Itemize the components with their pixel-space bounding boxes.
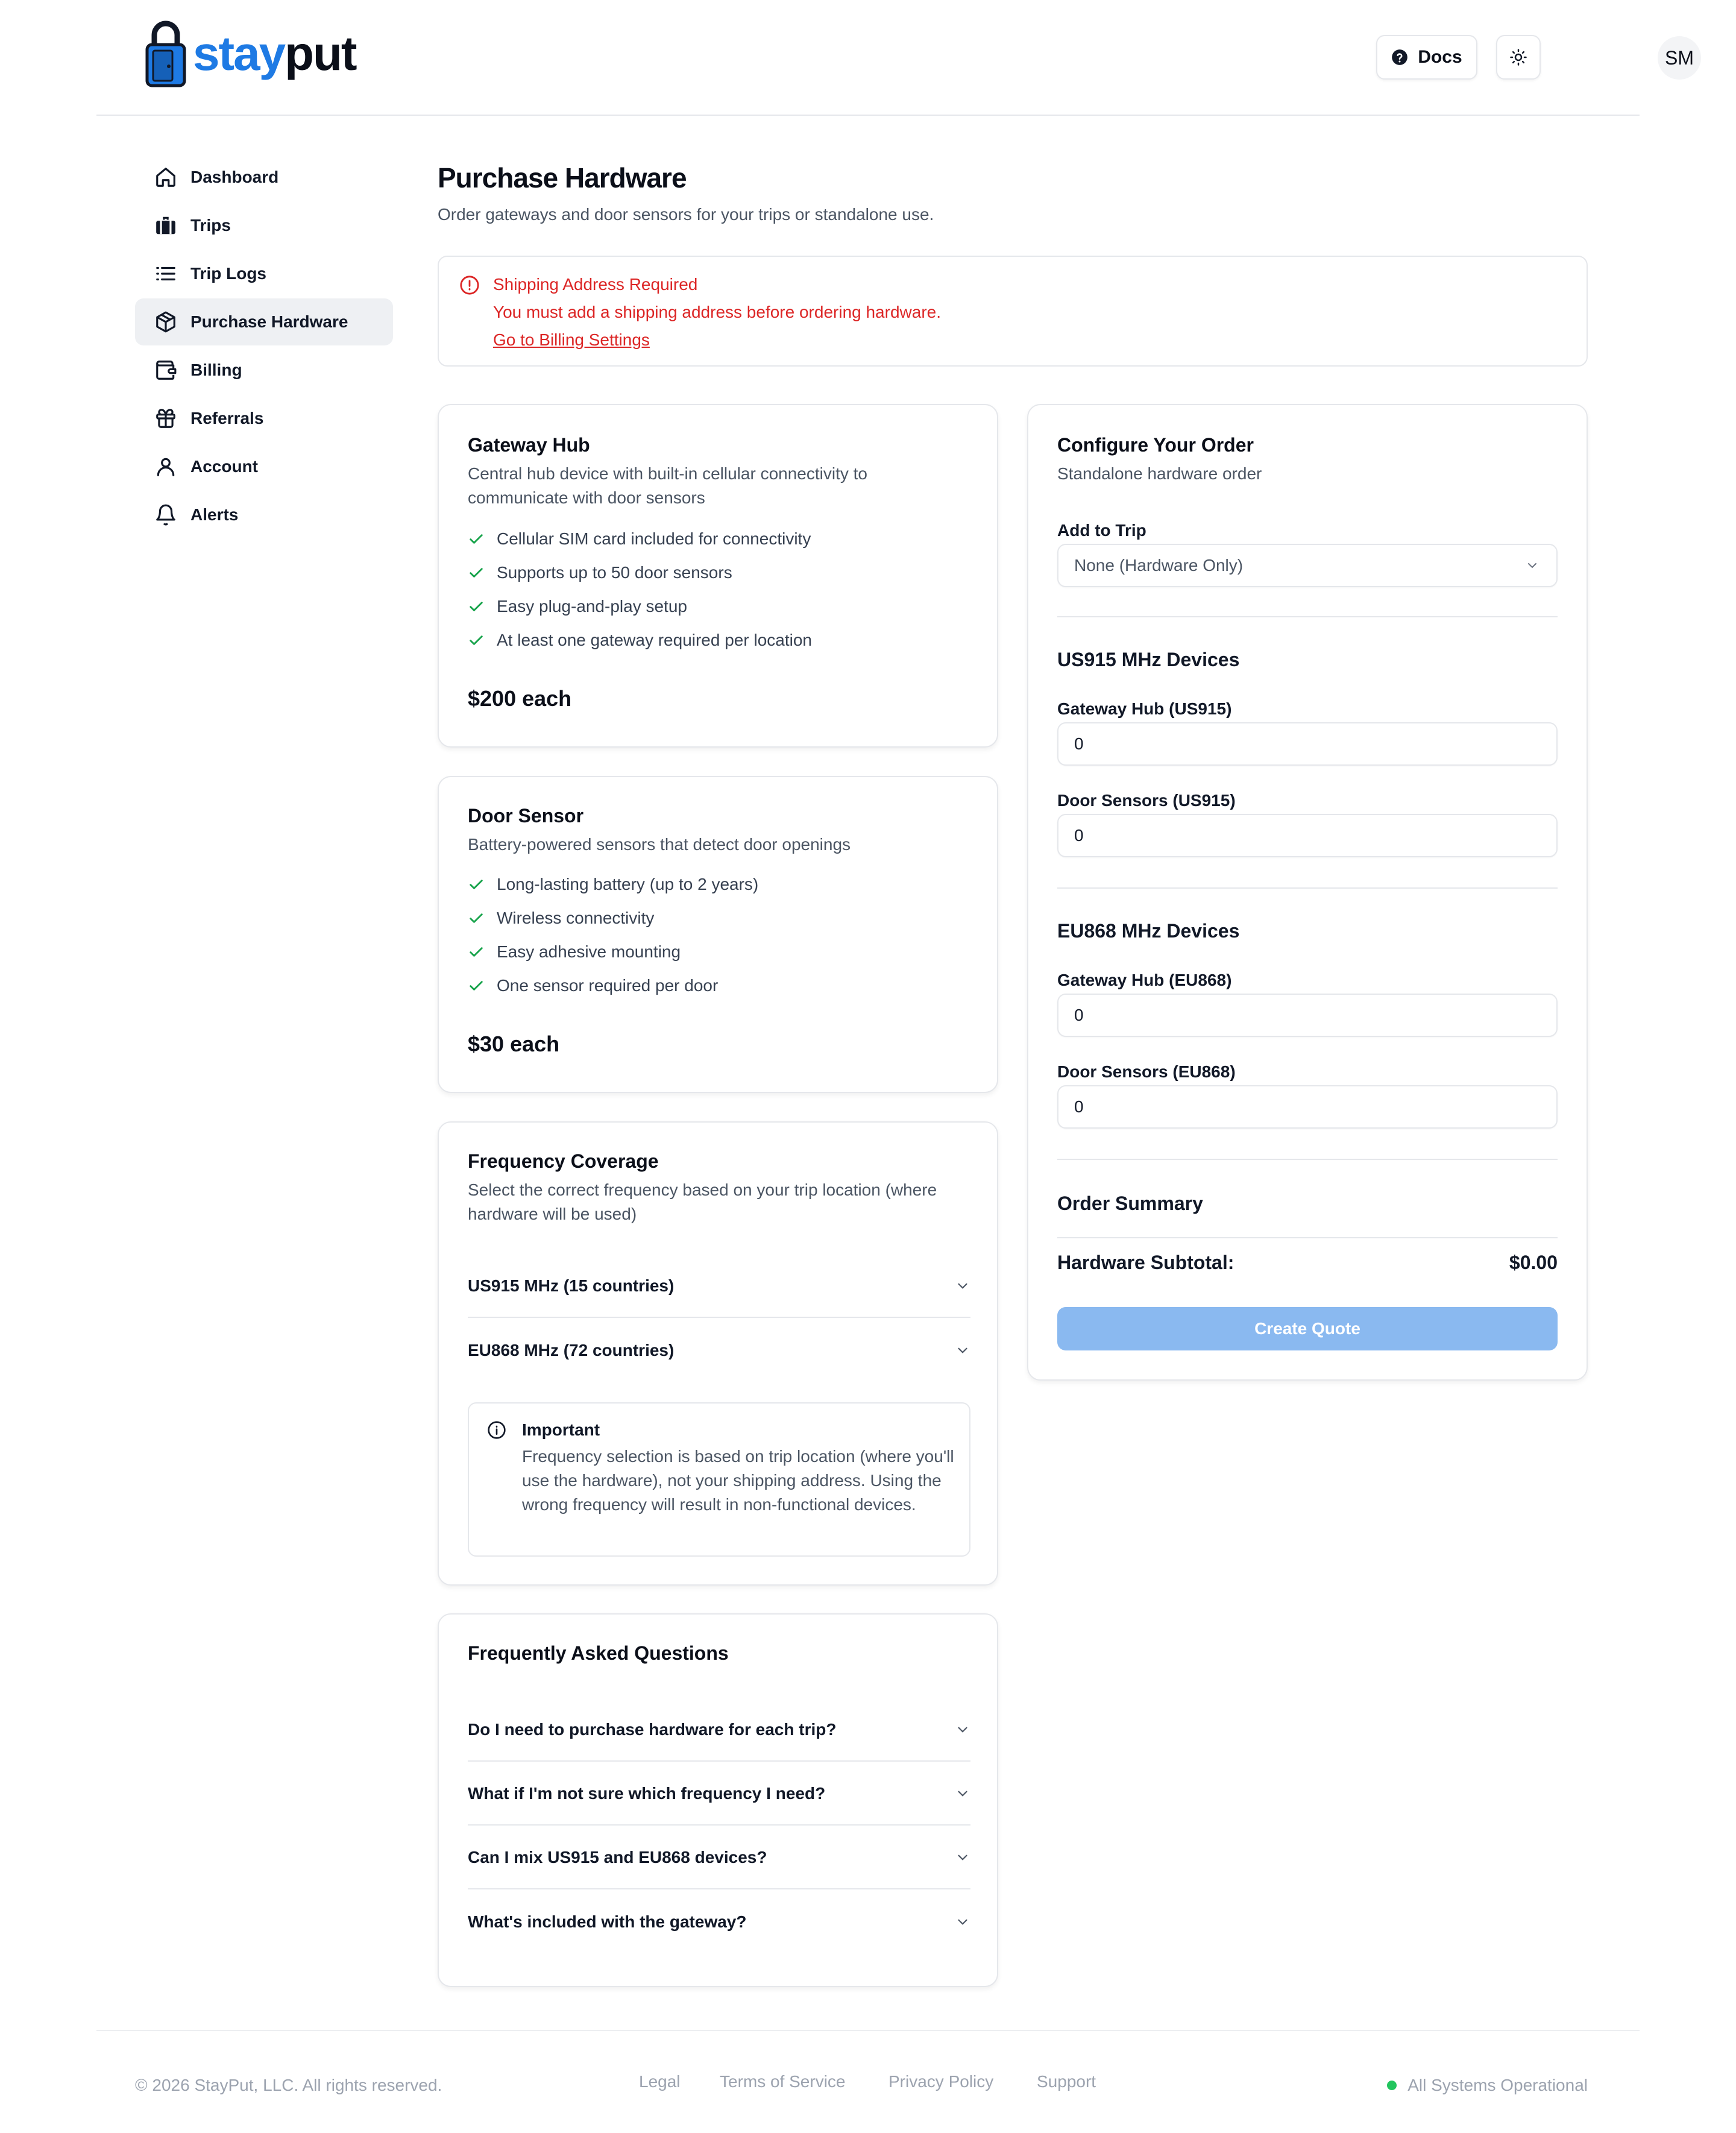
feature-item: [468, 868, 758, 901]
brand-logo[interactable]: [145, 18, 356, 89]
check-icon: [468, 598, 485, 615]
section-divider: [1057, 616, 1558, 617]
sidebar-item-label: Account: [190, 457, 258, 476]
faq-item[interactable]: [468, 1763, 970, 1826]
footer-link-terms[interactable]: Terms of Service: [720, 2072, 846, 2091]
sidebar-item-trips[interactable]: [135, 202, 393, 249]
chevron-down-icon: [1525, 558, 1539, 573]
docs-button[interactable]: [1376, 35, 1477, 80]
chevron-down-icon: [955, 1722, 970, 1738]
page-title: Purchase Hardware: [438, 162, 687, 194]
wallet-icon: [154, 359, 177, 382]
subtotal-label: Hardware Subtotal:: [1057, 1252, 1234, 1273]
section-divider: [1057, 887, 1558, 889]
trip-select-label: Add to Trip: [1057, 521, 1146, 540]
gift-icon: [154, 407, 177, 430]
sidebar-item-trip-logs[interactable]: [135, 250, 393, 297]
faq-item[interactable]: [468, 1827, 970, 1889]
sidebar-item-billing[interactable]: [135, 347, 393, 394]
create-quote-button[interactable]: Create Quote: [1057, 1307, 1558, 1350]
feature-text: Easy adhesive mounting: [497, 942, 681, 961]
gateway-feature-list: [468, 522, 812, 657]
faq-item[interactable]: [468, 1699, 970, 1762]
check-icon: [468, 910, 485, 927]
feature-text: Cellular SIM card included for connectivity: [497, 529, 811, 548]
luggage-icon: [154, 214, 177, 237]
door-sensor-card: [438, 776, 998, 1093]
brand-name-part1: stay: [193, 27, 285, 80]
chevron-down-icon: [955, 1343, 970, 1358]
faq-card: [438, 1613, 998, 1987]
sensor-description: Battery-powered sensors that detect door openings: [468, 835, 851, 854]
feature-item: [468, 969, 758, 1003]
brand-name: [193, 27, 356, 80]
frequency-coverage-card: [438, 1121, 998, 1586]
bell-icon: [154, 503, 177, 526]
subtotal-value: $0.00: [1509, 1252, 1558, 1273]
accordion-label: EU868 MHz (72 countries): [468, 1341, 675, 1360]
faq-title: Frequently Asked Questions: [468, 1642, 729, 1664]
feature-text: At least one gateway required per location: [497, 631, 812, 649]
us915-gateway-label: Gateway Hub (US915): [1057, 699, 1232, 718]
configure-order-card: [1027, 404, 1588, 1381]
faq-question: What if I'm not sure which frequency I need?: [468, 1784, 826, 1803]
sun-icon: [1509, 48, 1527, 66]
sidebar-item-label: Referrals: [190, 409, 264, 427]
chevron-down-icon: [955, 1278, 970, 1294]
faq-item[interactable]: [468, 1891, 970, 1953]
us915-section-title: US915 MHz Devices: [1057, 649, 1240, 670]
sensor-price: $30 each: [468, 1032, 560, 1056]
input-value: 0: [1074, 1097, 1084, 1116]
faq-question: What's included with the gateway?: [468, 1912, 747, 1931]
footer: [96, 2030, 1640, 2133]
important-notice: [468, 1402, 970, 1557]
feature-item: [468, 556, 812, 590]
footer-link-legal[interactable]: Legal: [639, 2072, 681, 2091]
brand-name-part2: put: [285, 27, 356, 80]
frequency-accordion-us915[interactable]: [468, 1255, 970, 1318]
sidebar-item-label: Alerts: [190, 505, 239, 524]
sidebar-item-label: Purchase Hardware: [190, 312, 348, 331]
alert-description: You must add a shipping address before ordering hardware.: [493, 303, 941, 321]
sensor-feature-list: [468, 868, 758, 1003]
check-icon: [468, 876, 485, 893]
chevron-down-icon: [955, 1786, 970, 1801]
home-icon: [154, 166, 177, 189]
order-subtitle: Standalone hardware order: [1057, 464, 1262, 483]
info-icon: [487, 1420, 506, 1440]
gateway-hub-card: [438, 404, 998, 748]
input-value: 0: [1074, 826, 1084, 845]
sidebar-nav: [135, 154, 393, 540]
feature-text: Wireless connectivity: [497, 909, 655, 927]
user-icon: [154, 455, 177, 478]
eu868-gateway-label: Gateway Hub (EU868): [1057, 971, 1232, 989]
alert-circle-icon: [459, 275, 480, 295]
sidebar-item-dashboard[interactable]: [135, 154, 393, 201]
top-header: [96, 0, 1694, 116]
status-dot-icon: [1387, 2081, 1397, 2090]
feature-text: One sensor required per door: [497, 976, 719, 995]
docs-button-label: Docs: [1418, 47, 1462, 67]
frequency-accordion-eu868[interactable]: [468, 1319, 970, 1382]
feature-item: [468, 901, 758, 935]
theme-toggle-button[interactable]: [1496, 35, 1541, 80]
user-avatar[interactable]: SM: [1658, 36, 1701, 80]
check-icon: [468, 977, 485, 994]
sidebar-item-label: Dashboard: [190, 168, 279, 186]
package-icon: [154, 310, 177, 333]
us915-sensor-label: Door Sensors (US915): [1057, 791, 1236, 810]
feature-text: Supports up to 50 door sensors: [497, 563, 732, 582]
faq-question: Can I mix US915 and EU868 devices?: [468, 1848, 767, 1867]
us915-sensor-quantity-input[interactable]: [1057, 814, 1558, 857]
sidebar-item-referrals[interactable]: [135, 395, 393, 442]
sidebar-item-alerts[interactable]: [135, 491, 393, 538]
input-value: 0: [1074, 734, 1084, 753]
gateway-description: Central hub device with built-in cellular connectivity to communicate with door sensors: [468, 464, 867, 507]
sensor-title: Door Sensor: [468, 805, 584, 827]
faq-question: Do I need to purchase hardware for each trip?: [468, 1720, 837, 1739]
trip-select-value: None (Hardware Only): [1074, 556, 1244, 575]
page-subtitle: Order gateways and door sensors for your trips or standalone use.: [438, 205, 934, 224]
check-icon: [468, 632, 485, 649]
frequency-title: Frequency Coverage: [468, 1150, 659, 1172]
feature-text: Easy plug-and-play setup: [497, 597, 687, 616]
eu868-sensor-quantity-input[interactable]: [1057, 1085, 1558, 1129]
trip-select[interactable]: [1057, 544, 1558, 587]
gateway-title: Gateway Hub: [468, 434, 590, 456]
footer-link-support[interactable]: Support: [1037, 2072, 1096, 2091]
check-icon: [468, 564, 485, 581]
input-value: 0: [1074, 1006, 1084, 1024]
order-title: Configure Your Order: [1057, 434, 1254, 456]
order-summary-title: Order Summary: [1057, 1193, 1203, 1214]
chevron-down-icon: [955, 1914, 970, 1930]
list-icon: [154, 262, 177, 285]
sidebar-item-purchase-hardware[interactable]: [135, 298, 393, 345]
summary-divider: [1057, 1237, 1558, 1238]
accordion-label: US915 MHz (15 countries): [468, 1276, 675, 1295]
gateway-price: $200 each: [468, 686, 572, 711]
system-status[interactable]: [1387, 2076, 1588, 2095]
section-divider: [1057, 1159, 1558, 1160]
sidebar-item-label: Billing: [190, 361, 242, 379]
important-text: Frequency selection is based on trip location (where you'll use the hardware), not your shipping address. Using the wrong frequency will result in non-functional devices.: [522, 1447, 954, 1514]
feature-item: [468, 522, 812, 556]
eu868-sensor-label: Door Sensors (EU868): [1057, 1062, 1236, 1081]
chevron-down-icon: [955, 1850, 970, 1865]
footer-link-privacy[interactable]: Privacy Policy: [888, 2072, 994, 2091]
copyright-text: © 2026 StayPut, LLC. All rights reserved.: [135, 2076, 442, 2094]
us915-gateway-quantity-input[interactable]: [1057, 722, 1558, 766]
shipping-alert: [438, 256, 1588, 367]
feature-item: [468, 935, 758, 969]
status-text: All Systems Operational: [1407, 2076, 1588, 2094]
padlock-logo-icon: [145, 18, 187, 89]
sidebar-item-label: Trip Logs: [190, 264, 266, 283]
help-circle-icon: [1391, 49, 1408, 66]
eu868-section-title: EU868 MHz Devices: [1057, 920, 1240, 942]
billing-settings-link[interactable]: Go to Billing Settings: [493, 330, 650, 349]
frequency-description: Select the correct frequency based on your trip location (where hardware will be used): [468, 1180, 937, 1223]
check-icon: [468, 531, 485, 547]
feature-item: [468, 590, 812, 623]
check-icon: [468, 944, 485, 960]
eu868-gateway-quantity-input[interactable]: [1057, 994, 1558, 1037]
alert-title: Shipping Address Required: [493, 275, 698, 294]
feature-text: Long-lasting battery (up to 2 years): [497, 875, 759, 893]
sidebar-item-label: Trips: [190, 216, 231, 235]
sidebar-item-account[interactable]: [135, 443, 393, 490]
feature-item: [468, 623, 812, 657]
important-title: Important: [522, 1420, 600, 1439]
